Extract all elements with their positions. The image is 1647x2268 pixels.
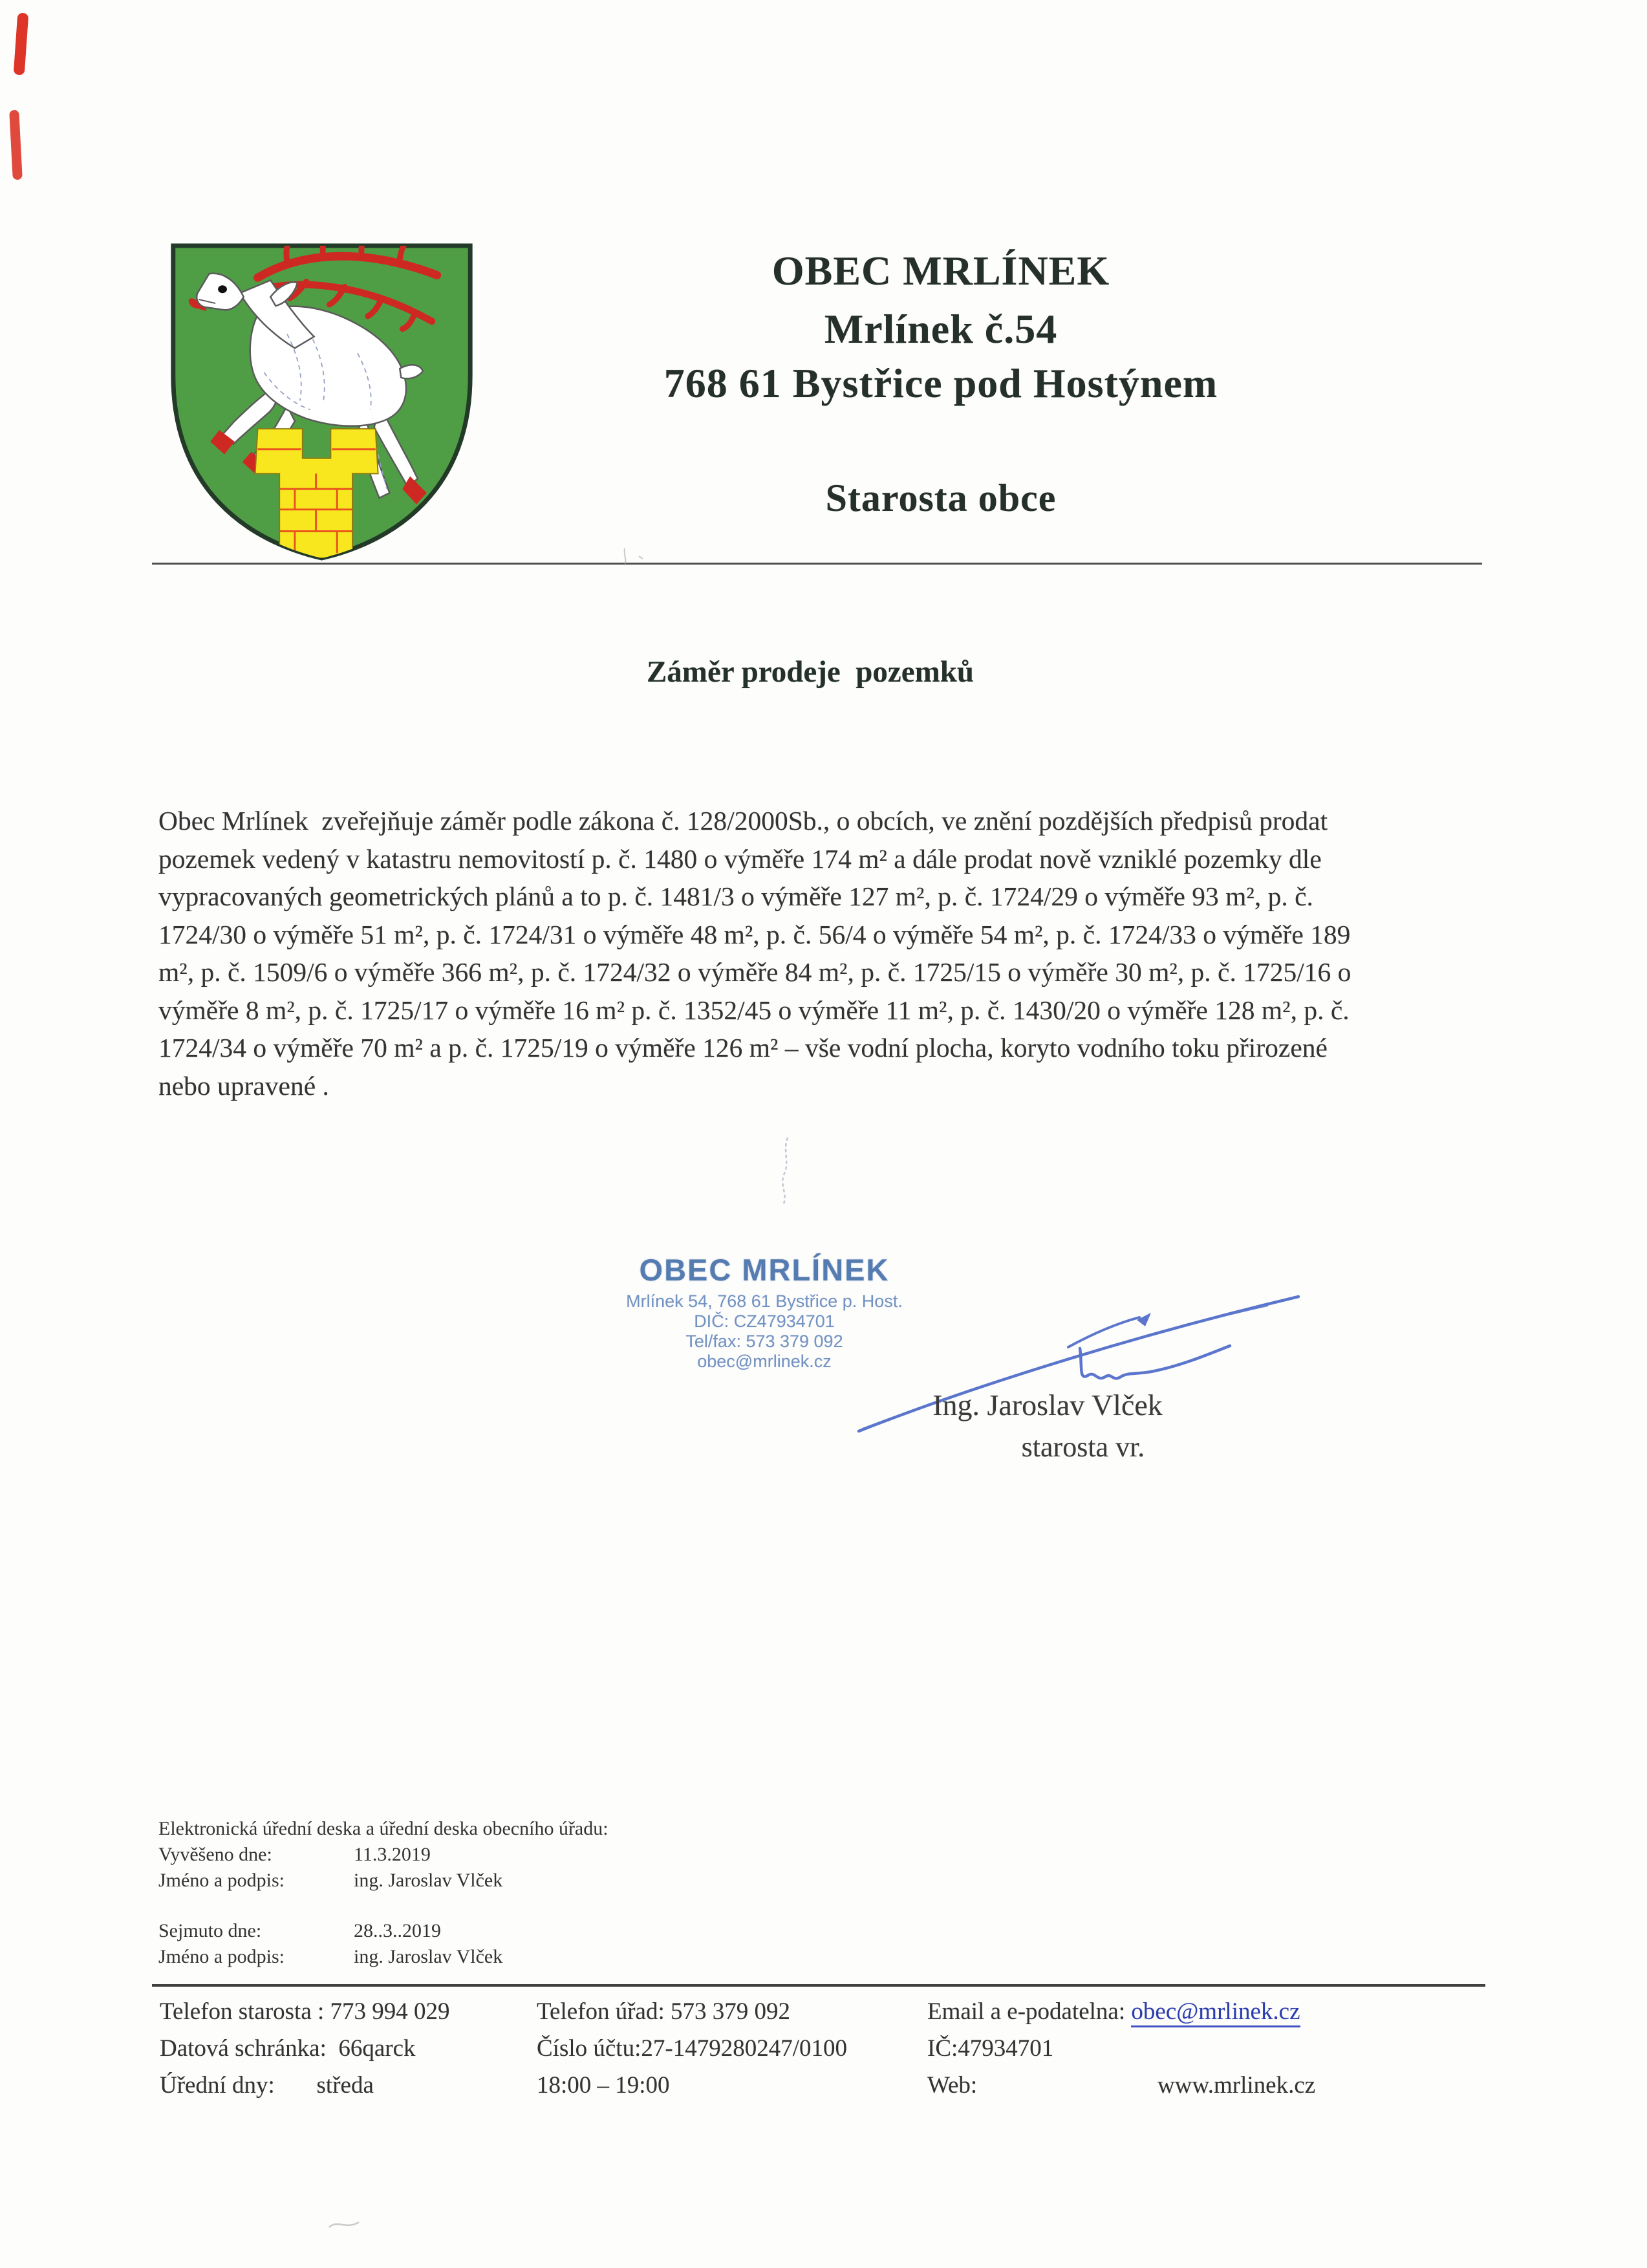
scan-smudge: [776, 1135, 802, 1206]
signatory-name: Ing. Jaroslav Vlček: [932, 1388, 1163, 1421]
body-paragraph: Obec Mrlínek zveřejňuje záměr podle zákona č. 128/2000Sb., o obcích, ve znění pozdějších předpisů prodat pozemek vedený v katastru nemovitostí p. č. 1480 o výměře 174 m² a dále prodat nově vzniklé pozemky dle vypracovaných geometrických plánů a to p. č. 1481/3 o výměře 127 m², p. č. 1724/29 o výměře 93 m², p. č. 1724/30 o výměře 51 m², p. č. 1724/31 o výměře 48 m², p. č. 56/4 o výměře 54 m², p. č. 1724/33 o výměře 189 m², p. č. 1509/6 o výměře 366 m², p. č. 1724/32 o výměře 84 m², p. č. 1725/15 o výměře 30 m², p. č. 1725/16 o výměře 8 m², p. č. 1725/17 o výměře 16 m² p. č. 1352/45 o výměře 11 m², p. č. 1430/20 o výměře 128 m², p. č. 1724/34 o výměře 70 m² a p. č. 1725/19 o výměře 126 m² – vše vodní plocha, koryto vodního toku přirozené nebo upravené .: [158, 806, 1358, 1101]
office-phone: Telefon úřad: 573 379 092: [537, 1998, 790, 2025]
footer-column-online: [927, 1993, 1419, 2104]
notice-board-block: [158, 1816, 870, 1970]
document-title: Záměr prodeje pozemků: [646, 655, 974, 689]
footer-column-mayor: [160, 1993, 535, 2104]
stamp-address: Mrlínek 54, 768 61 Bystřice p. Host.: [626, 1291, 903, 1311]
removed-signer-label: Jméno a podpis:: [158, 1946, 285, 1967]
posted-signer-value: ing. Jaroslav Vlček: [354, 1870, 503, 1891]
email-link: obec@mrlinek.cz: [1131, 1998, 1300, 2027]
web-url: www.mrlinek.cz: [1157, 2072, 1316, 2099]
notice-row: [158, 1868, 870, 1894]
stamp-email: obec@mrlinek.cz: [697, 1352, 832, 1371]
org-address-1: Mrlínek č.54: [824, 306, 1058, 352]
footer-column-office: [537, 1993, 918, 2104]
office-days: Úřední dny: středa: [160, 2072, 374, 2099]
removed-date-value: 28..3..2019: [354, 1920, 441, 1941]
notice-row: [158, 1842, 870, 1868]
scan-red-edge-mark: [9, 110, 23, 180]
notice-row: [158, 1944, 870, 1970]
scan-smudge: [619, 543, 671, 569]
notice-row: [158, 1918, 870, 1944]
scan-red-edge-mark: [14, 13, 29, 76]
scan-smudge: [327, 2217, 365, 2234]
removed-signer-value: ing. Jaroslav Vlček: [354, 1946, 503, 1967]
web-row: [927, 2067, 1419, 2104]
signatory-role: starosta vr.: [1021, 1431, 1145, 1463]
posted-date-value: 11.3.2019: [354, 1844, 431, 1865]
org-name: OBEC MRLÍNEK: [771, 248, 1110, 294]
stamp-dic: DIČ: CZ47934701: [694, 1312, 835, 1331]
bank-account: Číslo účtu:27-1479280247/0100: [537, 2035, 847, 2062]
notice-heading: Elektronická úřední deska a úřední deska obecního úřadu:: [158, 1818, 608, 1839]
stamp-telfax: Tel/fax: 573 379 092: [685, 1332, 843, 1351]
footer-divider: [152, 1984, 1485, 1987]
posted-date-label: Vyvěšeno dne:: [158, 1844, 272, 1865]
email-row: [927, 1993, 1419, 2030]
coat-of-arms: [162, 238, 482, 565]
email-label: Email a e-podatelna:: [927, 1998, 1132, 2025]
posted-signer-label: Jméno a podpis:: [158, 1870, 285, 1891]
web-label: Web:: [927, 2072, 978, 2099]
stamp-org-name: OBEC MRLÍNEK: [639, 1253, 890, 1287]
removed-date-label: Sejmuto dne:: [158, 1920, 262, 1941]
org-role: Starosta obce: [825, 477, 1057, 519]
mayor-phone: Telefon starosta : 773 994 029: [160, 1998, 450, 2025]
data-box: Datová schránka: 66qarck: [160, 2035, 416, 2062]
company-id: IČ:47934701: [927, 2035, 1054, 2062]
office-hours: 18:00 – 19:00: [537, 2072, 670, 2099]
header-divider: [152, 563, 1482, 565]
signature-pen-flick: [1137, 1313, 1151, 1326]
org-address-2: 768 61 Bystřice pod Hostýnem: [663, 360, 1218, 406]
